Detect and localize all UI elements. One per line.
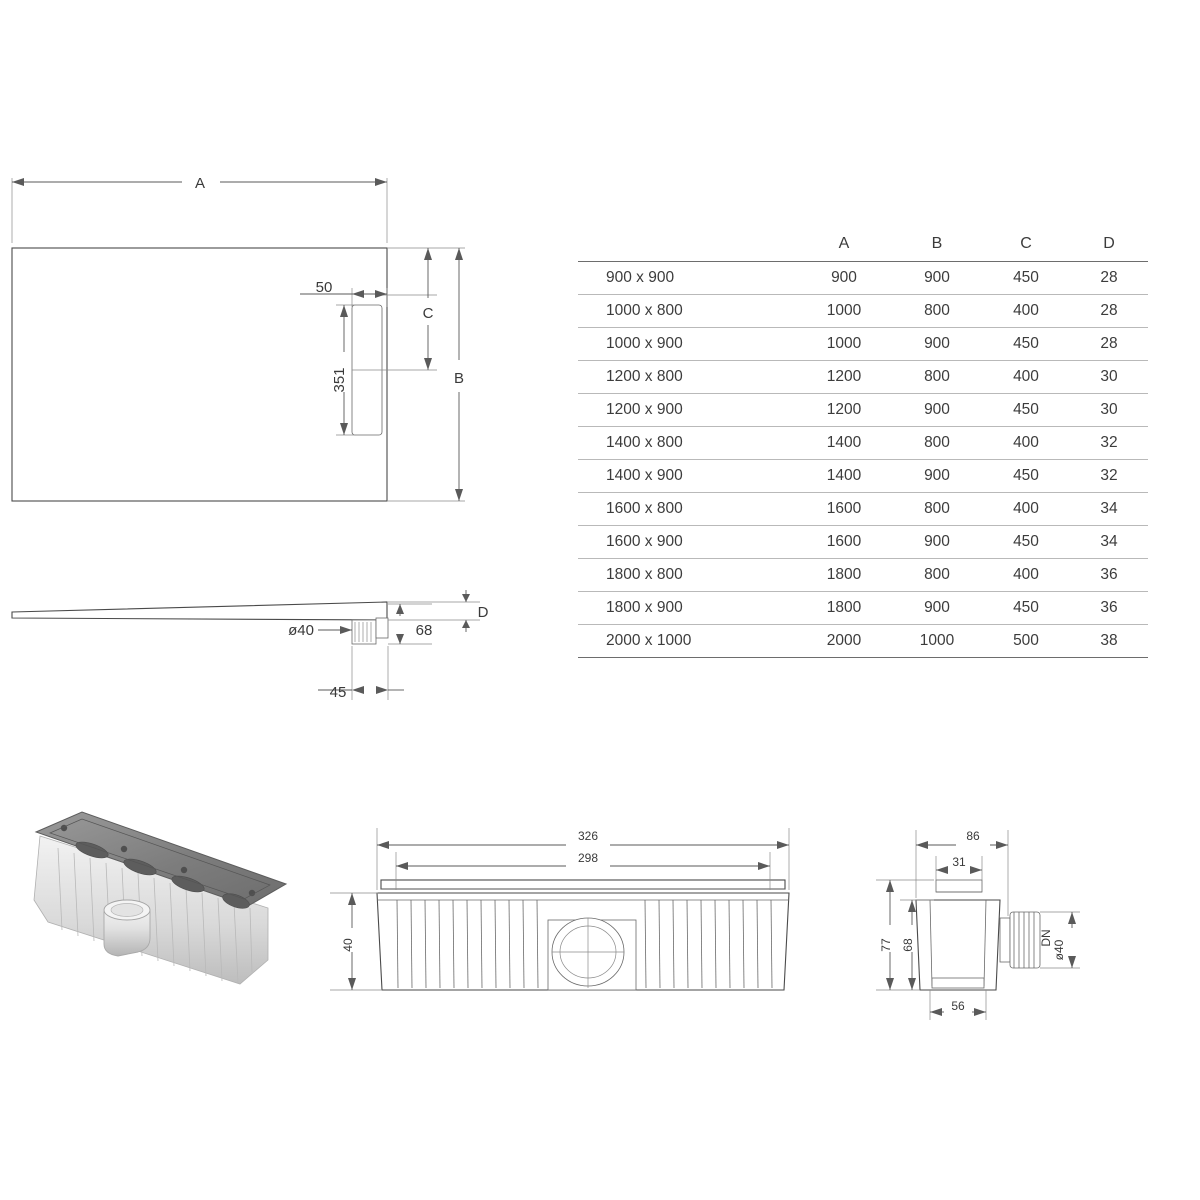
table-row — [578, 262, 1148, 295]
cell-b: 800 — [892, 559, 982, 592]
table-header-b: B — [892, 228, 982, 262]
cell-b: 800 — [892, 295, 982, 328]
channel-cover-plate — [381, 880, 785, 889]
channel-photo-outlet — [104, 900, 150, 956]
cell-b: 900 — [892, 460, 982, 493]
table-row — [578, 493, 1148, 526]
label-plan-c: C — [422, 305, 434, 322]
label-section-45: 45 — [329, 684, 347, 701]
table-row — [578, 295, 1148, 328]
cell-c: 400 — [982, 427, 1070, 460]
cell-d: 28 — [1070, 295, 1148, 328]
table-row — [578, 394, 1148, 427]
trap-outlet-threads — [1010, 912, 1040, 968]
cell-a: 1400 — [796, 460, 892, 493]
cell-d: 36 — [1070, 592, 1148, 625]
table-row — [578, 427, 1148, 460]
label-outlet-diameter: ø40 — [288, 622, 314, 639]
label-trap-31: 31 — [952, 855, 966, 869]
label-plan-a: A — [194, 175, 206, 192]
table-row — [578, 526, 1148, 559]
cell-d: 34 — [1070, 526, 1148, 559]
cell-size: 900 x 900 — [578, 262, 796, 295]
cell-a: 1800 — [796, 592, 892, 625]
label-trap-86: 86 — [966, 829, 980, 843]
table-header-a: A — [796, 228, 892, 262]
cell-d: 30 — [1070, 394, 1148, 427]
trap-outlet-neck — [1000, 918, 1010, 962]
cell-d: 36 — [1070, 559, 1148, 592]
cell-b: 900 — [892, 526, 982, 559]
cell-size: 1200 x 800 — [578, 361, 796, 394]
cell-a: 1600 — [796, 493, 892, 526]
cell-d: 32 — [1070, 460, 1148, 493]
trap-body — [916, 900, 1000, 990]
cell-a: 2000 — [796, 625, 892, 658]
label-plan-351: 351 — [331, 367, 348, 393]
cell-d: 34 — [1070, 493, 1148, 526]
trap-side-view — [876, 829, 1080, 1020]
label-section-68: 68 — [415, 622, 433, 639]
cell-size: 1400 x 800 — [578, 427, 796, 460]
cell-size: 1400 x 900 — [578, 460, 796, 493]
label-plan-b: B — [453, 370, 465, 387]
cell-d: 30 — [1070, 361, 1148, 394]
table-header-row — [578, 228, 1148, 262]
cell-a: 1800 — [796, 559, 892, 592]
cell-c: 400 — [982, 493, 1070, 526]
trap-flange — [936, 880, 982, 892]
label-trap-68: 68 — [901, 938, 915, 952]
table-row — [578, 361, 1148, 394]
cell-d: 32 — [1070, 427, 1148, 460]
label-trap-56: 56 — [951, 999, 965, 1013]
cell-a: 1000 — [796, 295, 892, 328]
cell-size: 1800 x 800 — [578, 559, 796, 592]
cell-b: 900 — [892, 394, 982, 427]
cell-a: 1200 — [796, 361, 892, 394]
cell-a: 1400 — [796, 427, 892, 460]
cell-a: 1600 — [796, 526, 892, 559]
cell-size: 1000 x 900 — [578, 328, 796, 361]
label-channel-40: 40 — [341, 938, 355, 952]
cell-a: 1000 — [796, 328, 892, 361]
cell-c: 450 — [982, 592, 1070, 625]
cell-b: 800 — [892, 361, 982, 394]
cell-size: 2000 x 1000 — [578, 625, 796, 658]
outlet-spigot — [352, 620, 376, 644]
label-trap-dia: ø40 — [1052, 939, 1066, 961]
cell-c: 450 — [982, 394, 1070, 427]
cell-size: 1600 x 900 — [578, 526, 796, 559]
label-channel-298: 298 — [577, 851, 599, 865]
cell-b: 900 — [892, 328, 982, 361]
label-trap-77: 77 — [879, 938, 893, 952]
tray-plan-view — [12, 175, 465, 501]
dimensions-table — [578, 228, 1148, 658]
cell-c: 450 — [982, 262, 1070, 295]
table-row — [578, 559, 1148, 592]
cell-size: 1200 x 900 — [578, 394, 796, 427]
label-channel-326: 326 — [577, 829, 599, 843]
cell-b: 800 — [892, 427, 982, 460]
cell-d: 28 — [1070, 262, 1148, 295]
table-header-d: D — [1070, 228, 1148, 262]
label-trap-dn: DN — [1039, 929, 1053, 947]
cell-c: 450 — [982, 526, 1070, 559]
cell-a: 1200 — [796, 394, 892, 427]
cell-b: 900 — [892, 262, 982, 295]
channel-product-photo — [34, 812, 286, 984]
cell-b: 900 — [892, 592, 982, 625]
cell-size: 1600 x 800 — [578, 493, 796, 526]
cell-d: 38 — [1070, 625, 1148, 658]
table-header-size — [578, 228, 796, 262]
table-header-c: C — [982, 228, 1070, 262]
cell-c: 500 — [982, 625, 1070, 658]
tray-section-view — [12, 590, 489, 701]
cell-size: 1800 x 900 — [578, 592, 796, 625]
cell-a: 900 — [796, 262, 892, 295]
table-row — [578, 592, 1148, 625]
cell-size: 1000 x 800 — [578, 295, 796, 328]
table-row — [578, 328, 1148, 361]
cell-b: 800 — [892, 493, 982, 526]
label-section-d: D — [477, 604, 489, 621]
cell-d: 28 — [1070, 328, 1148, 361]
label-plan-50: 50 — [315, 279, 333, 296]
cell-c: 450 — [982, 328, 1070, 361]
cell-c: 400 — [982, 295, 1070, 328]
cell-c: 400 — [982, 559, 1070, 592]
table-row — [578, 625, 1148, 658]
table-row — [578, 460, 1148, 493]
cell-c: 400 — [982, 361, 1070, 394]
cell-c: 450 — [982, 460, 1070, 493]
tray-section-profile — [12, 602, 387, 620]
cell-b: 1000 — [892, 625, 982, 658]
channel-front-view — [330, 828, 789, 990]
